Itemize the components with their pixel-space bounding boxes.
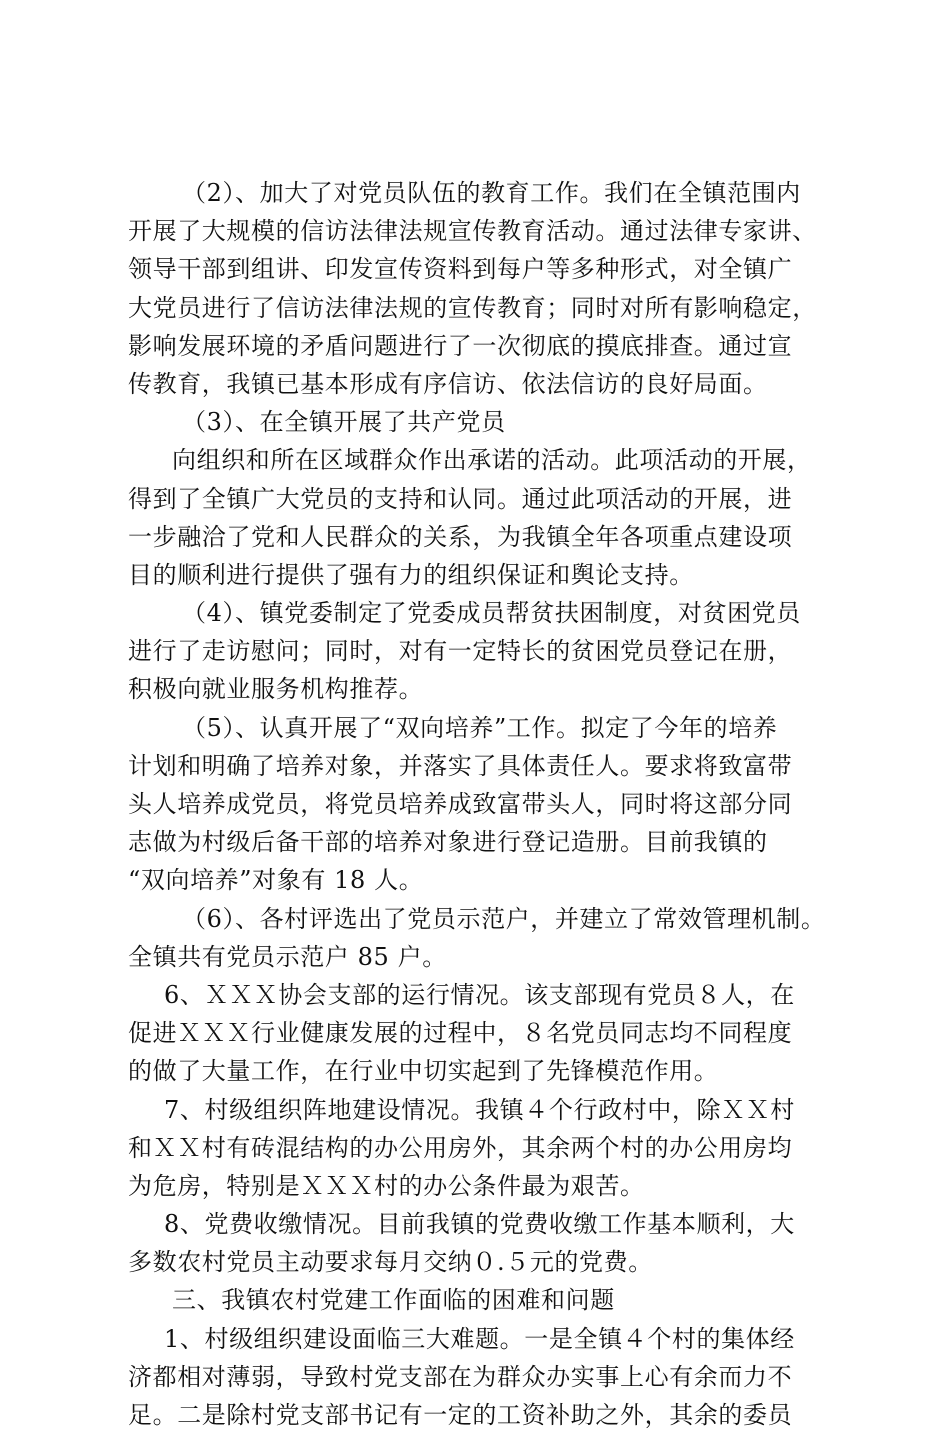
paragraph-line: 领导干部到组讲、印发宣传资料到每户等多种形式，对全镇广 bbox=[128, 255, 793, 284]
paragraph-line: 志做为村级后备干部的培养对象进行登记造册。目前我镇的 bbox=[128, 828, 768, 857]
paragraph-line: 计划和明确了培养对象，并落实了具体责任人。要求将致富带 bbox=[128, 751, 793, 780]
paragraph-line: （2）、加大了对党员队伍的教育工作。我们在全镇范围内 bbox=[182, 179, 801, 207]
paragraph-line: 为危房，特别是ＸＸＸ村的办公条件最为艰苦。 bbox=[128, 1171, 645, 1200]
paragraph-line: （5）、认真开展了“双向培养”工作。拟定了今年的培养 bbox=[182, 713, 778, 742]
paragraph-line: 头人培养成党员，将党员培养成致富带头人，同时将这部分同 bbox=[128, 790, 793, 818]
paragraph-line: 6、ＸＸＸ协会支部的运行情况。该支部现有党员８人，在 bbox=[164, 980, 795, 1009]
paragraph-line: 得到了全镇广大党员的支持和认同。通过此项活动的开展，进 bbox=[128, 484, 793, 513]
paragraph-line: 大党员进行了信访法律法规的宣传教育；同时对所有影响稳定， bbox=[128, 293, 817, 322]
paragraph-line: 足。二是除村党支部书记有一定的工资补助之外，其余的委员 bbox=[128, 1401, 793, 1429]
paragraph-line: 的做了大量工作，在行业中切实起到了先锋模范作用。 bbox=[128, 1057, 719, 1086]
paragraph-line: 积极向就业服务机构推荐。 bbox=[128, 675, 424, 704]
paragraph-line: 8、党费收缴情况。目前我镇的党费收缴工作基本顺利，大 bbox=[164, 1210, 795, 1239]
paragraph-line: 进行了走访慰问；同时，对有一定特长的贫困党员登记在册， bbox=[128, 637, 793, 666]
paragraph-line: 向组织和所在区域群众作出承诺的活动。此项活动的开展， bbox=[172, 446, 812, 475]
paragraph-line: 开展了大规模的信访法律法规宣传教育活动。通过法律专家讲、 bbox=[128, 217, 817, 246]
paragraph-line: 1、村级组织建设面临三大难题。一是全镇４个村的集体经 bbox=[164, 1324, 795, 1353]
paragraph-line: 目的顺利进行提供了强有力的组织保证和舆论支持。 bbox=[128, 560, 694, 589]
paragraph-line: “双向培养”对象有 18 人。 bbox=[128, 866, 424, 895]
section-heading: 三、我镇农村党建工作面临的困难和问题 bbox=[172, 1286, 615, 1315]
paragraph-line: 全镇共有党员示范户 85 户。 bbox=[128, 942, 447, 971]
paragraph-line: （6）、各村评选出了党员示范户，并建立了常效管理机制。 bbox=[182, 904, 826, 933]
paragraph-line: 济都相对薄弱，导致村党支部在为群众办实事上心有余而力不 bbox=[128, 1362, 793, 1391]
paragraph-line: 多数农村党员主动要求每月交纳０.５元的党费。 bbox=[128, 1248, 653, 1277]
paragraph-line: 一步融洽了党和人民群众的关系，为我镇全年各项重点建设项 bbox=[128, 522, 793, 551]
paragraph-line: 7、村级组织阵地建设情况。我镇４个行政村中，除ＸＸ村 bbox=[164, 1095, 795, 1124]
paragraph-line: 和ＸＸ村有砖混结构的办公用房外，其余两个村的办公用房均 bbox=[128, 1133, 793, 1162]
paragraph-line: （3）、在全镇开展了共产党员 bbox=[182, 408, 506, 437]
paragraph-line: 促进ＸＸＸ行业健康发展的过程中，８名党员同志均不同程度 bbox=[128, 1019, 793, 1048]
paragraph-line: 影响发展环境的矛盾问题进行了一次彻底的摸底排查。通过宣 bbox=[128, 331, 793, 360]
paragraph-line: （4）、镇党委制定了党委成员帮贫扶困制度，对贫困党员 bbox=[182, 599, 801, 628]
document-body bbox=[128, 174, 848, 1434]
paragraph-line: 传教育，我镇已基本形成有序信访、依法信访的良好局面。 bbox=[128, 369, 768, 398]
